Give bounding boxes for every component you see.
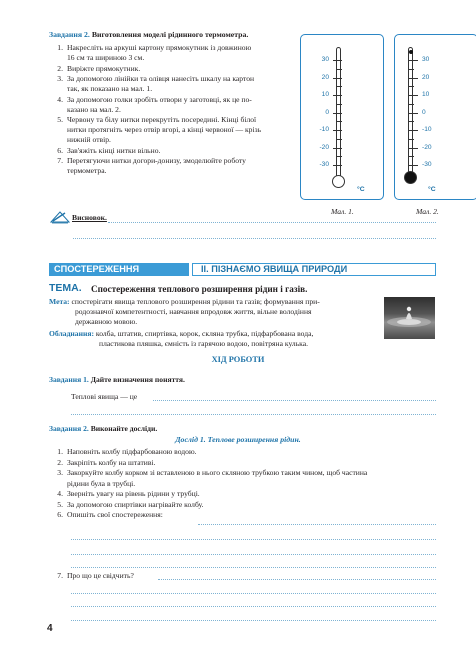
scale-label: 0 [325,108,329,116]
equipment-label: Обладнання: [49,329,94,338]
answer-line[interactable] [71,554,436,555]
section-bar-observations [49,263,189,276]
hole-top-icon [409,50,413,54]
scale-tick-minor [337,121,342,122]
scale-tick-minor [337,156,342,157]
scale-tick-major [333,165,342,166]
scale-tick-minor [409,104,414,105]
topic-title: Спостереження теплового розширення рідин і газів. [91,284,308,294]
scale-tick-major [333,113,342,114]
equipment-line: пластикова пляшка, ємність із гарячою водою, повітряна кулька. [99,339,308,348]
thermometer-tube [336,47,341,181]
scale-tick-minor [337,139,342,140]
scale-tick-major [409,165,418,166]
scale-tick-minor [409,86,414,87]
scale-tick-major [333,78,342,79]
scale-label: -20 [422,143,432,151]
section-bar-chapter [192,263,436,276]
task1-heading [49,375,185,385]
scale-tick-minor [409,156,414,157]
scale-tick-major [409,148,418,149]
list-item: 6. Опишіть свої спостереження: [57,510,163,520]
answer-line[interactable] [198,524,436,525]
conclusion-label: Висновок. [72,213,107,222]
list-item: 5. Червону та білу нитки перекрутіть посередині. Кінці білої нитки протягніть через отвір вгорі, а кінці червоної — крізь нижній отвір. [57,115,262,145]
list-item: рідини була в трубці. [67,478,136,488]
scale-label: -30 [422,161,432,168]
task2-title: Виконайте досліди. [90,424,158,433]
task1-title: Дайте визначення поняття. [90,375,185,384]
goal-line: родознавчої компетентності, навчання впродовж життя, вільне володіння [75,307,312,316]
pencil-notebook-icon [50,210,70,224]
scale-label: 20 [422,73,430,81]
goal-line: Мета: спостерігати явища теплового розширення рідини та газів; формування при- [49,297,320,306]
task2-top-label: Завдання 2. [49,30,90,39]
scale-label: -10 [319,126,329,133]
list-item: 1. Накресліть на аркуші картону прямокутник із довжиною 16 см та шириною 3 см. [57,43,252,63]
conclusion-line[interactable] [73,238,436,239]
list-item: 4. Зверніть увагу на рівень рідини у трубці. [57,489,200,499]
procedure-heading: ХІД РОБОТИ [211,355,265,364]
list-item: 2. Закріпіть колбу на штативі. [57,457,156,467]
figure-caption-1: Мал. 1. [331,207,354,216]
degree-unit: °C [357,186,365,193]
thermometer-drawing-2 [394,34,476,200]
task2-label: Завдання 2. [49,424,89,433]
scale-label: 10 [321,91,329,98]
task2-top-steps [53,43,285,177]
experiment-steps [53,447,433,521]
figure-caption-2: Мал. 2. [416,207,439,216]
task1-label: Завдання 1. [49,375,89,384]
answer-line[interactable] [158,579,436,580]
scale-label: 10 [422,91,430,98]
scale-tick-major [333,130,342,131]
task1-prompt: Теплові явища — це [71,392,138,401]
answer-line[interactable] [153,400,436,401]
scale-label: -10 [422,126,432,133]
list-item: 5. За допомогою спиртівки нагрівайте колбу. [57,499,204,509]
scale-label: 30 [321,56,329,63]
topic-label: ТЕМА. [49,282,82,294]
scale-tick-major [409,113,418,114]
thermometer-bulb [332,175,345,188]
section-title-observations: СПОСТЕРЕЖЕННЯ [54,264,140,274]
answer-line[interactable] [71,593,436,594]
task2-heading [49,424,157,434]
scale-label: 0 [422,108,426,116]
list-item: 7. Перетягуючи нитки догори-донизу, змоделюйте роботу термометра. [57,156,246,176]
experiment-title: Дослід 1. Теплове розширення рідин. [175,435,301,444]
task2-top-heading [49,30,248,40]
scale-label: -30 [319,161,329,168]
scale-tick-minor [337,104,342,105]
question7: 7. Про що це свідчить? [57,571,134,580]
goal-line: державною мовою. [75,317,138,326]
page-number: 4 [47,623,53,634]
list-item: 6. Зав'яжіть кінці нитки вільно. [57,145,161,155]
list-item: 2. Виріжте прямокутник. [57,63,141,73]
scale-tick-minor [409,69,414,70]
scale-label: 20 [321,73,329,81]
scale-tick-major [409,60,418,61]
scale-tick-minor [409,121,414,122]
list-item: 3. Закоркуйте колбу корком зі вставленою в нього скляною трубкою таким чином, щоб частина [57,468,368,478]
section-title-chapter: ІІ. ПІЗНАЄМО ЯВИЩА ПРИРОДИ [201,264,348,274]
scale-label: 30 [422,56,430,63]
list-item: 3. За допомогою лінійки та олівця нанесіть шкалу на картон так, як показано на мал. 1. [57,74,255,94]
goal-label: Мета: [49,297,70,306]
task2-top-title: Виготовлення моделі рідинного термометра. [91,30,249,39]
equipment-line: Обладнання: колба, штатив, спиртівка, корок, скляна трубка, підфарбована вода, [49,329,314,338]
answer-line[interactable] [71,539,436,540]
scale-tick-major [333,95,342,96]
scale-tick-major [409,130,418,131]
answer-line[interactable] [71,606,436,607]
scale-tick-minor [337,86,342,87]
water-drop-photo [384,297,435,339]
thermometer-bulb-filled [404,171,417,184]
scale-tick-major [409,95,418,96]
answer-line[interactable] [71,567,436,568]
thermometer-drawing-1 [300,34,384,200]
scale-tick-major [333,148,342,149]
scale-label: -20 [319,143,329,151]
answer-line[interactable] [71,414,436,415]
scale-tick-minor [409,139,414,140]
conclusion-line[interactable] [108,222,436,223]
list-item: 4. За допомогою голки зробіть отвори у заготовці, як це по- казано на мал. 2. [57,94,252,114]
degree-unit: °C [428,186,436,193]
answer-line[interactable] [71,620,436,621]
scale-tick-major [409,78,418,79]
scale-tick-minor [337,69,342,70]
scale-tick-major [333,60,342,61]
thermometer-tube [408,47,413,181]
list-item: 1. Наповніть колбу підфарбованою водою. [57,447,197,456]
